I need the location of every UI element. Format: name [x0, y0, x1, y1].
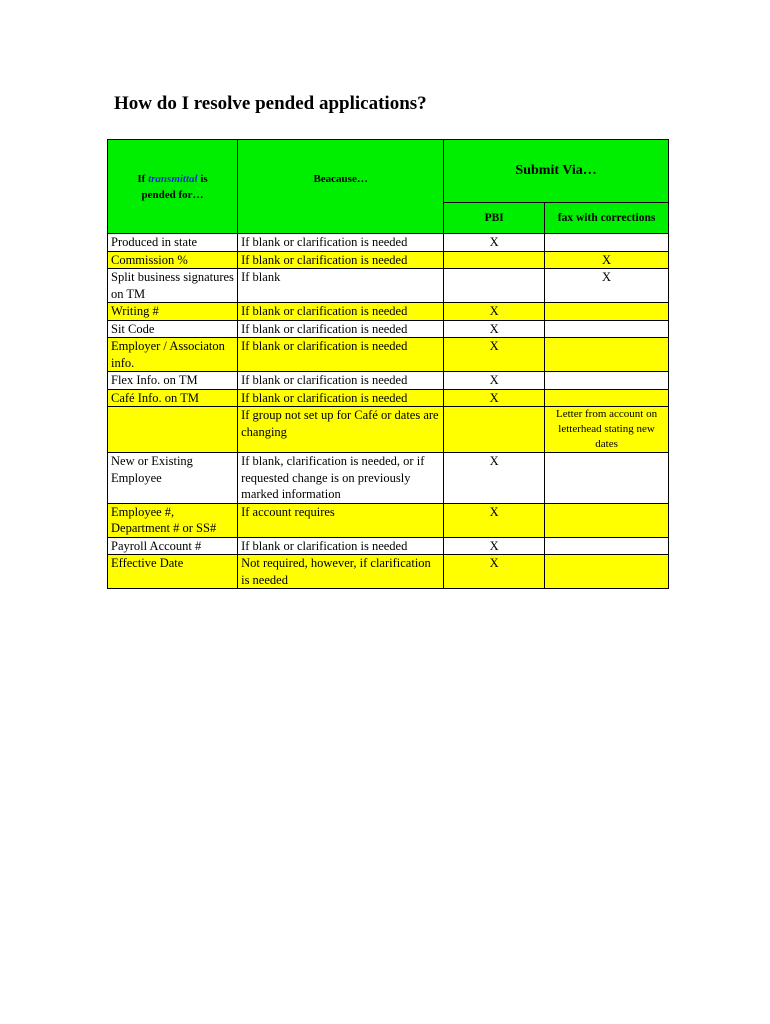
reason-cell: If blank or clarification is needed: [238, 372, 444, 390]
fax-mark: [545, 555, 669, 589]
header-fax: fax with corrections: [545, 203, 669, 234]
pbi-mark: X: [444, 303, 545, 321]
pbi-mark: X: [444, 320, 545, 338]
fax-mark: [545, 453, 669, 504]
header-pbi: PBI: [444, 203, 545, 234]
reason-cell: If group not set up for Café or dates are changing: [238, 407, 444, 453]
header-submit-via: Submit Via…: [444, 140, 669, 203]
reason-cell: If blank or clarification is needed: [238, 320, 444, 338]
pbi-mark: X: [444, 372, 545, 390]
table-row: [108, 389, 669, 407]
header-row: [108, 140, 669, 203]
pbi-mark: X: [444, 503, 545, 537]
fax-mark: [545, 320, 669, 338]
table-row: [108, 555, 669, 589]
reason-cell: Not required, however, if clarification is needed: [238, 555, 444, 589]
pended-item: Effective Date: [108, 555, 238, 589]
fax-mark: [545, 537, 669, 555]
pbi-mark: X: [444, 453, 545, 504]
pbi-mark: X: [444, 389, 545, 407]
reason-cell: If account requires: [238, 503, 444, 537]
pended-item: Commission %: [108, 251, 238, 269]
pended-item: Sit Code: [108, 320, 238, 338]
pbi-mark: [444, 407, 545, 453]
fax-mark: X: [545, 251, 669, 269]
pbi-mark: [444, 269, 545, 303]
fax-mark: [545, 338, 669, 372]
fax-mark: [545, 303, 669, 321]
fax-mark: X: [545, 269, 669, 303]
table-row: [108, 269, 669, 303]
reason-cell: If blank, clarification is needed, or if requested change is on previously marked information: [238, 453, 444, 504]
pbi-mark: X: [444, 234, 545, 252]
table-row: [108, 234, 669, 252]
pended-item: Café Info. on TM: [108, 389, 238, 407]
pended-item: Produced in state: [108, 234, 238, 252]
reason-cell: If blank or clarification is needed: [238, 389, 444, 407]
pbi-mark: X: [444, 537, 545, 555]
table-row: [108, 407, 669, 453]
table-row: [108, 537, 669, 555]
pended-item: Employee #, Department # or SS#: [108, 503, 238, 537]
reason-cell: If blank or clarification is needed: [238, 303, 444, 321]
reason-cell: If blank or clarification is needed: [238, 537, 444, 555]
reason-cell: If blank or clarification is needed: [238, 234, 444, 252]
pended-item: [108, 407, 238, 453]
pended-item: Flex Info. on TM: [108, 372, 238, 390]
page-title: How do I resolve pended applications?: [114, 93, 427, 114]
table-row: [108, 251, 669, 269]
reason-cell: If blank or clarification is needed: [238, 338, 444, 372]
fax-mark: [545, 389, 669, 407]
table-row: [108, 338, 669, 372]
pended-item: Split business signatures on TM: [108, 269, 238, 303]
transmittal-term: transmittal: [148, 173, 198, 185]
table-row: [108, 503, 669, 537]
fax-mark: [545, 372, 669, 390]
pended-item: New or Existing Employee: [108, 453, 238, 504]
pended-applications-table: [107, 139, 669, 589]
header-because: Beacause…: [238, 140, 444, 234]
header-pended-for: If transmittal is pended for…: [108, 140, 238, 234]
fax-mark: [545, 234, 669, 252]
reason-cell: If blank or clarification is needed: [238, 251, 444, 269]
pended-item: Employer / Associaton info.: [108, 338, 238, 372]
table-row: [108, 303, 669, 321]
table-row: [108, 320, 669, 338]
fax-note: Letter from account on letterhead stating new dates: [545, 407, 669, 453]
pended-item: Payroll Account #: [108, 537, 238, 555]
table-row: [108, 453, 669, 504]
reason-cell: If blank: [238, 269, 444, 303]
pbi-mark: X: [444, 338, 545, 372]
pbi-mark: [444, 251, 545, 269]
table-row: [108, 372, 669, 390]
pbi-mark: X: [444, 555, 545, 589]
fax-mark: [545, 503, 669, 537]
pended-item: Writing #: [108, 303, 238, 321]
